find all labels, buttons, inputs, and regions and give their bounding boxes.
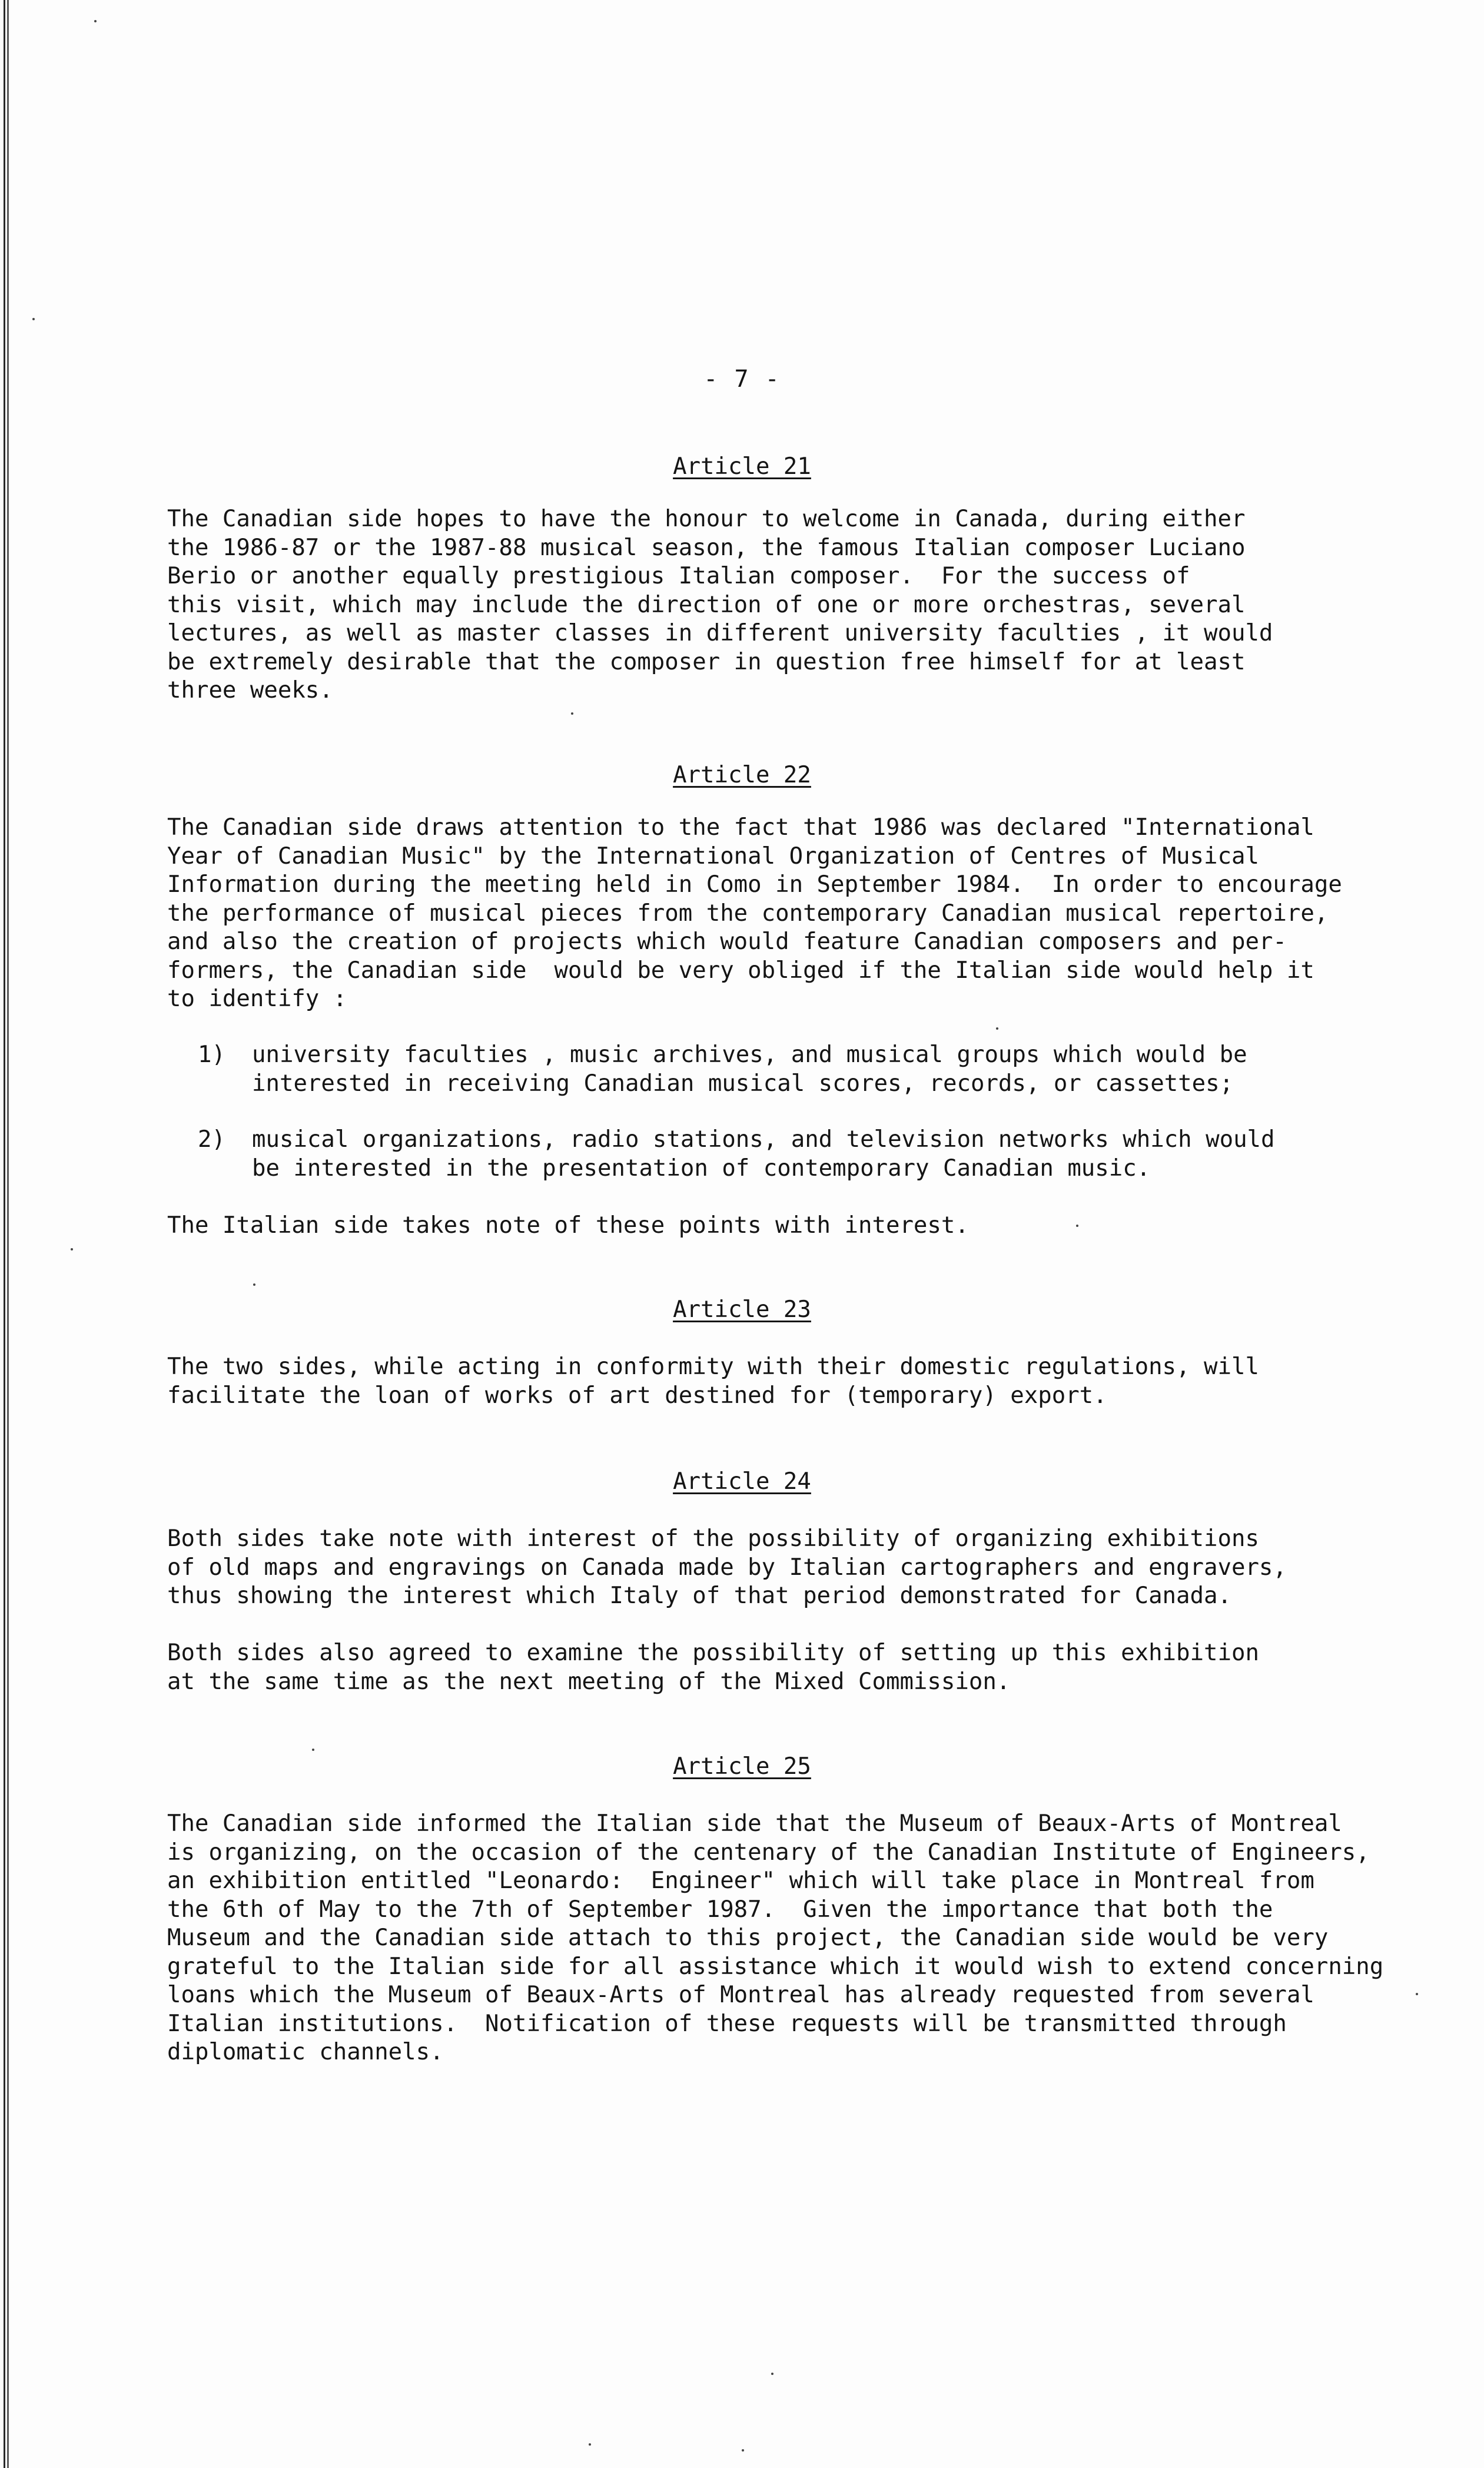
scan-speck [71,1248,73,1250]
list-item-text: university faculties , music archives, and musical groups which would be interested in receiving Canadian musical scores, records, or cassettes; [252,1041,1247,1097]
scan-speck [253,1283,255,1286]
article-heading-text: Article 24 [673,1468,811,1495]
list-item-text: musical organizations, radio stations, and television networks which would be interested in the presentation of contemporary Canadian music. [252,1126,1275,1182]
article-22-closing: The Italian side takes note of these points with interest. [167,1212,969,1239]
scan-speck [996,1027,998,1030]
article-heading-text: Article 21 [673,453,811,480]
page-number: - 7 - [703,366,781,393]
scan-speck [1416,1993,1418,1995]
article-22-paragraph: The Canadian side draws attention to the fact that 1986 was declared "International Year of Canadian Music" by the International Organization of Centres of Musical Information during the meeting held in Como in September 1984. In order to encourage the performance of musical pieces from the contemporary Canadian musical repertoire, and also the creation of projects which would feature Canadian composers and per- formers, the Canadian side would be very obliged if the Italian side would help it to identify : [167,814,1342,1012]
article-23-paragraph: The two sides, while acting in conformity with their domestic regulations, will facilitate the loan of works of art destined for (temporary) export. [167,1354,1259,1409]
article-24-paragraph: Both sides also agreed to examine the possibility of setting up this exhibition at the same time as the next meeting of the Mixed Commission. [167,1640,1259,1695]
article-24-paragraph: Both sides take note with interest of the possibility of organizing exhibitions of old maps and engravings on Canada made by Italian cartographers and engravers, thus showing the interest which Italy of that period demonstrated for Canada. [167,1525,1287,1609]
scan-speck [1076,1225,1078,1227]
scan-speck [94,20,97,22]
article-heading-text: Article 23 [673,1296,811,1323]
article-24-heading [0,1467,1484,1497]
scan-speck [771,2373,773,2375]
scan-speck [32,318,35,320]
scan-speck [742,2449,744,2452]
scan-speck [312,1749,314,1751]
article-21-heading [0,452,1484,482]
article-22-heading [0,761,1484,790]
article-25-heading [0,1752,1484,1782]
article-21-paragraph: The Canadian side hopes to have the honour to welcome in Canada, during either the 1986-87 or the 1987-88 musical season, the famous Italian composer Luciano Berio or another equally prestigious Italian composer. For the success of this visit, which may include the direction of one or more orchestras, several lectures, as well as master classes in different university faculties , it would be extremely desirable that the composer in question free himself for at least three weeks. [167,506,1273,704]
article-23-heading [0,1295,1484,1325]
article-25-paragraph: The Canadian side informed the Italian side that the Museum of Beaux-Arts of Montreal is organizing, on the occasion of the centenary of the Canadian Institute of Engineers, an exhibition entitled "Leonardo: Engineer" which will take place in Montreal from the 6th of May to the 7th of September 1987. Given the importance that both the Museum and the Canadian side attach to this project, the Canadian side would be very grateful to the Italian side for all assistance which it would wish to extend concerning loans which the Museum of Beaux-Arts of Montreal has already requested from several Italian institutions. Notification of these requests will be transmitted through diplomatic channels. [167,1810,1384,2065]
scan-speck [589,2443,591,2446]
list-item-number: 2) [198,1126,225,1153]
scan-speck [571,712,573,715]
list-item-number: 1) [198,1041,225,1068]
article-heading-text: Article 25 [673,1753,811,1780]
article-heading-text: Article 22 [673,762,811,788]
